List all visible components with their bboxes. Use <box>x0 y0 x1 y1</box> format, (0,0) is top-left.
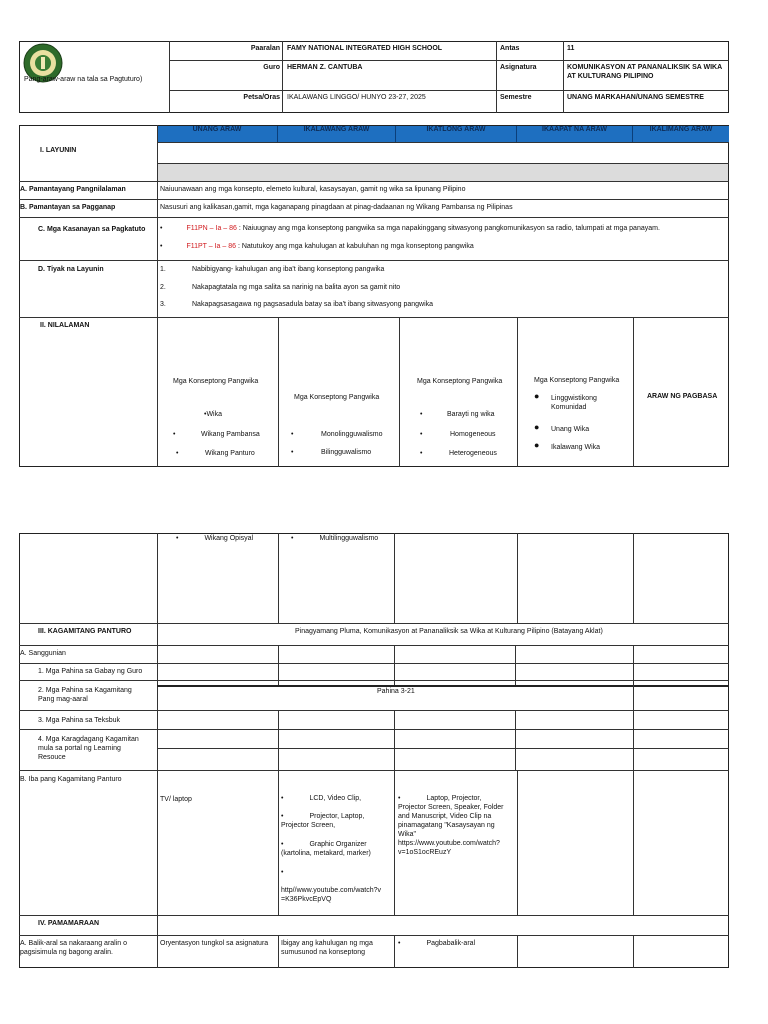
kagamitan-banner: Pinagyamang Pluma, Komunikasyon at Pananaliksik sa Wika at Kulturang Pilipino (Batayang Aklat) <box>295 628 603 635</box>
nilalaman-day3-item: Barayti ng wika <box>447 411 495 418</box>
araw-ng-pagbasa: ARAW NG PAGBASA <box>647 393 718 400</box>
day-header-2: IKALAWANG ARAW <box>278 126 396 142</box>
kagamitan-heading: III. KAGAMITANG PANTURO <box>38 628 132 635</box>
iba-day2-link[interactable]: http//www.youtube.com/watch?v=K36PkvcEpVQ <box>281 887 381 903</box>
balik-aral-label: A. Balik-aral sa nakaraang aralin o pagsisimula ng bagong aralin. <box>20 940 128 956</box>
pahina-range: Pahina 3-21 <box>377 688 415 695</box>
nilalaman-day3-title: Mga Konseptong Pangwika <box>417 378 503 385</box>
nilalaman-day3-item: Heterogeneous <box>449 450 497 457</box>
bullet: ● <box>534 391 540 401</box>
iba-day2-item: • Projector, Laptop, Projector Screen, <box>281 813 365 829</box>
nilalaman-day4-item: Linggwistikong Komunidad <box>551 395 597 411</box>
bullet: • <box>173 431 176 438</box>
iba-day2-item: • <box>281 869 284 876</box>
nilalaman-day4-item: Unang Wika <box>551 426 590 433</box>
day-header-3: IKATLONG ARAW <box>396 126 517 142</box>
bullet: • <box>420 450 423 457</box>
bullet: • <box>176 450 179 457</box>
value-antas: 11 <box>567 45 575 52</box>
form-title: Pang-araw-araw na tala sa Pagtuturo) <box>24 76 143 83</box>
nilalaman-heading: II. NILALAMAN <box>40 322 90 329</box>
value-asignatura: KOMUNIKASYON AT PANANALIKSIK SA WIKA AT KULTURANG PILIPINO <box>567 64 722 80</box>
iba-day1: TV/ laptop <box>160 796 192 803</box>
iba-pang-kagamitan-label: B. Iba pang Kagamitang Panturo <box>20 776 122 783</box>
label-paaralan: Paaralan <box>250 45 280 52</box>
tiyak-layunin-label: D. Tiyak na Layunin <box>38 266 104 273</box>
label-semestre: Semestre <box>500 94 532 101</box>
sanggunian-row-1: 1. Mga Pahina sa Gabay ng Guro <box>38 668 143 675</box>
sanggunian-label: A. Sanggunian <box>20 650 66 657</box>
tiyak-text-2: Nakapagtatala ng mga salita sa narinig na balita ayon sa gamit nito <box>192 284 401 291</box>
nilalaman-day1-item: Wikang Panturo <box>205 450 255 457</box>
tiyak-num-3: 3. <box>160 301 166 308</box>
iba-day2-item: • LCD, Video Clip, <box>281 795 362 802</box>
iba-day2-item: • Graphic Organizer (kartolina, metakard, marker) <box>281 841 371 857</box>
nilalaman-day1-item: •Wika <box>204 411 223 418</box>
day-header-1: UNANG ARAW <box>157 126 278 142</box>
sanggunian-row-4: 4. Mga Karagdagang Kagamitan mula sa portal ng Learning Resouce <box>38 736 139 761</box>
bullet: • <box>291 431 294 438</box>
nilalaman-day2-item: Bilingguwalismo <box>321 449 372 456</box>
pamamaraan-day1: Oryentasyon tungkol sa asignatura <box>160 940 269 947</box>
bullet: ● <box>534 422 540 432</box>
tiyak-text-3: Nakapagsasagawa ng pagsasadula batay sa iba't ibang sitwasyong pangwika <box>192 301 434 308</box>
layunin-heading: I. LAYUNIN <box>40 147 77 154</box>
nilalaman-day1-title: Mga Konseptong Pangwika <box>173 378 259 385</box>
bullet: • <box>420 431 423 438</box>
pamamaraan-day2: Ibigay ang kahulugan ng mga sumusunod na konseptong <box>281 940 373 956</box>
tiyak-num-1: 1. <box>160 266 166 273</box>
nilalaman-day4-item: Ikalawang Wika <box>551 444 601 451</box>
nilalaman-day2-item: Monolingguwalismo <box>321 431 383 438</box>
kasanayan-label: C. Mga Kasanayan sa Pagkatuto <box>38 226 146 233</box>
nilalaman-day1-item: Wikang Pambansa <box>201 431 260 438</box>
kasanayan-item-2: • F11PT – Ia – 86 : Natutukoy ang mga kahulugan at kabuluhan ng mga konseptong pangwika <box>160 243 474 250</box>
pamamaraan-heading: IV. PAMAMARAAN <box>38 920 100 927</box>
nilalaman-day1-item: • Wikang Opisyal <box>176 535 254 542</box>
value-petsa: IKALAWANG LINGGO/ HUNYO 23-27, 2025 <box>287 94 426 101</box>
pamantayan-pagganap-label: B. Pamantayan sa Pagganap <box>20 204 116 211</box>
nilalaman-day2-title: Mga Konseptong Pangwika <box>294 394 380 401</box>
label-antas: Antas <box>500 45 520 52</box>
value-guro: HERMAN Z. CANTUBA <box>287 64 363 71</box>
bullet: • <box>291 449 294 456</box>
tiyak-text-1: Nabibigyang- kahulugan ang iba't ibang konseptong pangwika <box>192 266 385 273</box>
nilalaman-day2-item: • Multilingguwalismo <box>291 535 379 542</box>
label-guro: Guro <box>263 64 280 71</box>
label-asignatura: Asignatura <box>500 64 537 71</box>
kasanayan-item-1: • F11PN – Ia – 86 : Naiuugnay ang mga konseptong pangwika sa mga napakinggang sitwasyong pangkomunikasyon sa radio, talumpati at mga panayam. <box>160 225 660 232</box>
bullet: ● <box>534 440 540 450</box>
sanggunian-row-2: 2. Mga Pahina sa Kagamitang Pang mag-aaral <box>38 687 132 703</box>
nilalaman-day4-title: Mga Konseptong Pangwika <box>534 377 620 384</box>
nilalaman-day3-item: Homogeneous <box>450 431 496 438</box>
bullet: • <box>420 411 423 418</box>
value-paaralan: FAMY NATIONAL INTEGRATED HIGH SCHOOL <box>287 45 443 52</box>
pamantayan-pagganap-text: Nasusuri ang kalikasan,gamit, mga kaganapang pinagdaan at pinag-dadaanan ng Wikang Pambansa ng Pilipinas <box>160 204 513 211</box>
pamantayang-pangnilalaman-label: A. Pamantayang Pangnilalaman <box>20 186 126 193</box>
value-semestre: UNANG MARKAHAN/UNANG SEMESTRE <box>567 94 704 101</box>
sanggunian-row-3: 3. Mga Pahina sa Teksbuk <box>38 717 120 724</box>
day-header-4: IKAAPAT NA ARAW <box>517 126 633 142</box>
tiyak-num-2: 2. <box>160 284 166 291</box>
label-petsa: Petsa/Oras <box>243 94 280 101</box>
pamamaraan-day3: • Pagbabalik-aral <box>398 940 476 947</box>
day-header-5: IKALIMANG ARAW <box>633 126 729 142</box>
iba-day3: • Laptop, Projector, Projector Screen, Speaker, Folder and Manuscript, Video Clip na pinamagatang "Kasaysayan ng Wika" https://www.youtube.com/watch?v=1oS1ocREuzY <box>398 795 504 856</box>
pamantayang-pangnilalaman-text: Naiuunawaan ang mga konsepto, elemeto kultural, kasaysayan, gamit ng wika sa lipunang Pilipino <box>160 186 466 193</box>
